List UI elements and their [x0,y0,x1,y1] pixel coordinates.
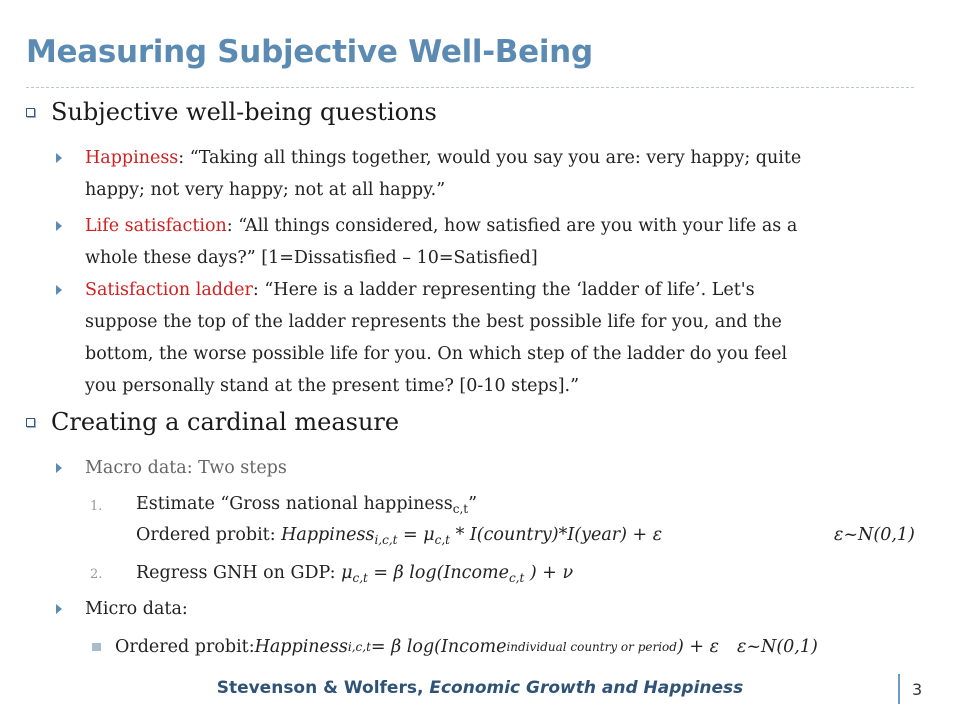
step-1-line-1 [136,490,477,518]
footer-citation [0,678,960,698]
arrow-bullet-icon [56,604,62,614]
math-var: μ [341,563,353,583]
footer-authors: Stevenson & Wolfers, [216,678,430,698]
step-number: 2. [90,567,103,582]
item-text: happy; not very happy; not at all happy.” [85,180,446,200]
arrow-bullet-icon [56,153,62,163]
section-heading-1 [26,98,437,126]
section1-heading: Subjective well-being questions [51,98,437,126]
item-text: suppose the top of the ladder represents the best possible life for you, and the [85,312,782,332]
math-op: = β log(Income [370,637,507,657]
arrow-bullet-icon [56,285,62,295]
macro-label: Macro data: Two steps [85,458,287,478]
section2-heading: Creating a cardinal measure [51,408,400,436]
arrow-bullet-icon [56,463,62,473]
subscript: c,t [352,571,368,585]
subscript: c,t [434,533,450,547]
item-text: you personally stand at the present time? [0-10 steps].” [85,376,580,396]
slide-title: Measuring Subjective Well-Being [26,34,593,70]
step-number: 1. [90,499,103,514]
title-divider [26,87,914,88]
math-end: ) + ν [524,563,574,583]
step-2 [136,559,573,587]
micro-prefix: Ordered probit: [115,637,255,657]
math-var: Happiness [254,637,348,657]
distribution: ε~N(0,1) [834,525,915,545]
section-heading-2 [26,408,399,436]
subscript: c,t [452,502,469,516]
item-text: bottom, the worse possible life for you. On which step of the ladder do you feel [85,344,788,364]
square-bullet-icon [26,418,35,427]
micro-equation: Ordered probit: Happiness i,c,t = β log(Income individual country or period ) + ε ε~N(0,1) [92,632,818,662]
math-op: = μ [397,525,435,545]
item-micro-data [56,593,930,625]
micro-label: Micro data: [85,599,188,619]
page-number: 3 [912,680,923,699]
small-square-bullet-icon [92,643,101,651]
math-var: Happiness [281,525,375,545]
step1-end: ” [468,494,478,514]
math-end: ) + ε [676,637,719,657]
subscript: c,t [508,571,525,585]
item-satisfaction-ladder [56,274,930,402]
footer-work: Economic Growth and Happiness [429,678,744,698]
arrow-bullet-icon [56,221,62,231]
step2-prefix: Regress GNH on GDP: [136,563,342,583]
item-label: Life satisfaction [85,216,227,236]
step-1-line-2 [136,521,936,549]
item-happiness [56,142,930,206]
item-label: Satisfaction ladder [85,280,253,300]
footer-divider [898,674,900,704]
distribution: ε~N(0,1) [736,637,818,657]
math-op: = β log(Income [367,563,509,583]
item-text: whole these days?” [1=Dissatisfied – 10=Satisfied] [85,248,538,268]
item-macro-data [56,452,930,484]
item-label: Happiness [85,148,179,168]
step1-text: Estimate “Gross national happiness [136,494,453,514]
item-text: : “All things considered, how satisfied are you with your life as a [226,216,798,236]
step1-prefix: Ordered probit: [136,525,282,545]
square-bullet-icon [26,108,35,117]
item-life-satisfaction [56,210,930,274]
subscript: i,c,t [374,533,398,547]
math-rest: * I(country)*I(year) + ε [450,525,663,545]
item-text: : “Taking all things together, would you say you are: very happy; quite [178,148,802,168]
item-text: : “Here is a ladder representing the ‘ladder of life’. Let's [252,280,755,300]
